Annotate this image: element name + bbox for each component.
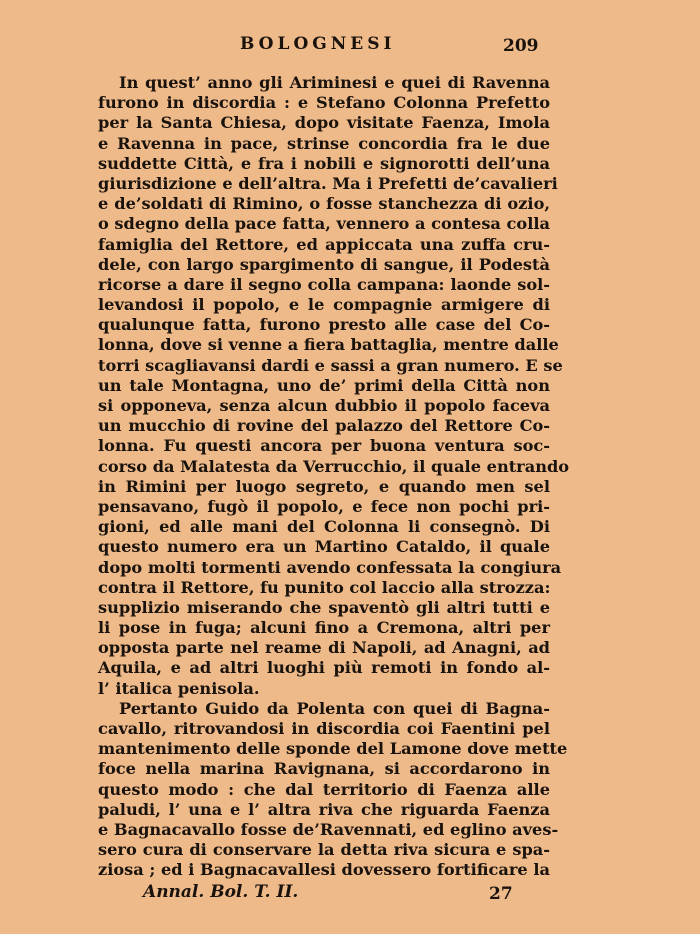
text-line: lonna, dove si venne a fiera battaglia, mentre dalle [98,335,559,355]
text-line: lonna. Fu questi ancora per buona ventura soc- [98,436,550,456]
text-line: un tale Montagna, uno de’ primi della Città non [98,375,550,395]
text-line: e de’soldati di Rimino, o fosse stanchezza di ozio, [98,194,550,214]
text-line: li pose in fuga; alcuni fino a Cremona, altri per [98,618,550,638]
signature-number: 27 [489,884,513,904]
text-line: in Rimini per luogo segreto, e quando men sel [98,476,550,496]
text-line: per la Santa Chiesa, dopo visitate Faenza, Imola [98,113,550,133]
text-line: ricorse a dare il segno colla campana: laonde sol- [98,274,550,294]
text-line: questo modo : che dal territorio di Faenza alle [98,779,550,799]
text-line: torri scagliavansi dardi e sassi a gran numero. E se [98,355,563,375]
text-line: giurisdizione e dell’altra. Ma i Prefetti de’cavalieri [98,173,558,193]
running-head [0,34,700,60]
text-line: corso da Malatesta da Verrucchio, il quale entrando [98,456,570,476]
text-line: sero cura di conservare la detta riva sicura e spa- [98,840,550,860]
text-line: un mucchio di rovine del palazzo del Rettore Co- [98,416,550,436]
text-line: contra il Rettore, fu punito col laccio alla strozza: [98,577,551,597]
text-line: dopo molti tormenti avendo confessata la congiura [98,557,562,577]
text-line: e Ravenna in pace, strinse concordia fra le due [98,133,550,153]
running-title: BOLOGNESI [240,34,396,54]
body-text [98,73,570,881]
text-line: pensavano, fugò il popolo, e fece non pochi pri- [98,496,550,516]
text-line: l’ italica penisola. [98,678,260,698]
text-line: e Bagnacavallo fosse de’Ravennati, ed eglino aves- [98,819,559,839]
signature-mark: Annal. Bol. T. II. [143,882,299,902]
text-line: paludi, l’ una e l’ altra riva che riguarda Faenza [98,799,550,819]
text-line: suddette Città, e fra i nobili e signorotti dell’una [98,153,550,173]
text-line: opposta parte nel reame di Napoli, ad Anagni, ad [98,638,550,658]
text-line: mantenimento delle sponde del Lamone dove mette [98,739,568,759]
text-line: famiglia del Rettore, ed appiccata una zuffa cru- [98,234,550,254]
text-line: Aquila, e ad altri luoghi più remoti in fondo al- [98,658,550,678]
text-line: supplizio miserando che spaventò gli altri tutti e [98,597,550,617]
text-line: dele, con largo spargimento di sangue, il Podestà [98,254,550,274]
text-line: cavallo, ritrovandosi in discordia coi Faentini pel [98,719,550,738]
page-footer [0,882,700,908]
text-line: furono in discordia : e Stefano Colonna Prefetto [98,93,550,113]
text-line: foce nella marina Ravignana, si accordarono in [98,759,550,779]
text-line: Pertanto Guido da Polenta con quei di Bagna- [119,698,550,718]
page-number: 209 [503,36,539,56]
text-line: gioni, ed alle mani del Colonna li consegnò. Di [98,517,550,537]
text-line: ziosa ; ed i Bagnacavallesi dovessero fortificare la [98,860,550,880]
text-line: questo numero era un Martino Cataldo, il quale [98,537,550,557]
text-line: In quest’ anno gli Ariminesi e quei di Ravenna [119,73,550,92]
text-line: qualunque fatta, furono presto alle case del Co- [98,315,550,335]
text-line: o sdegno della pace fatta, vennero a contesa colla [98,214,550,234]
text-line: levandosi il popolo, e le compagnie armigere di [98,295,550,315]
text-line: si opponeva, senza alcun dubbio il popolo faceva [98,396,550,415]
